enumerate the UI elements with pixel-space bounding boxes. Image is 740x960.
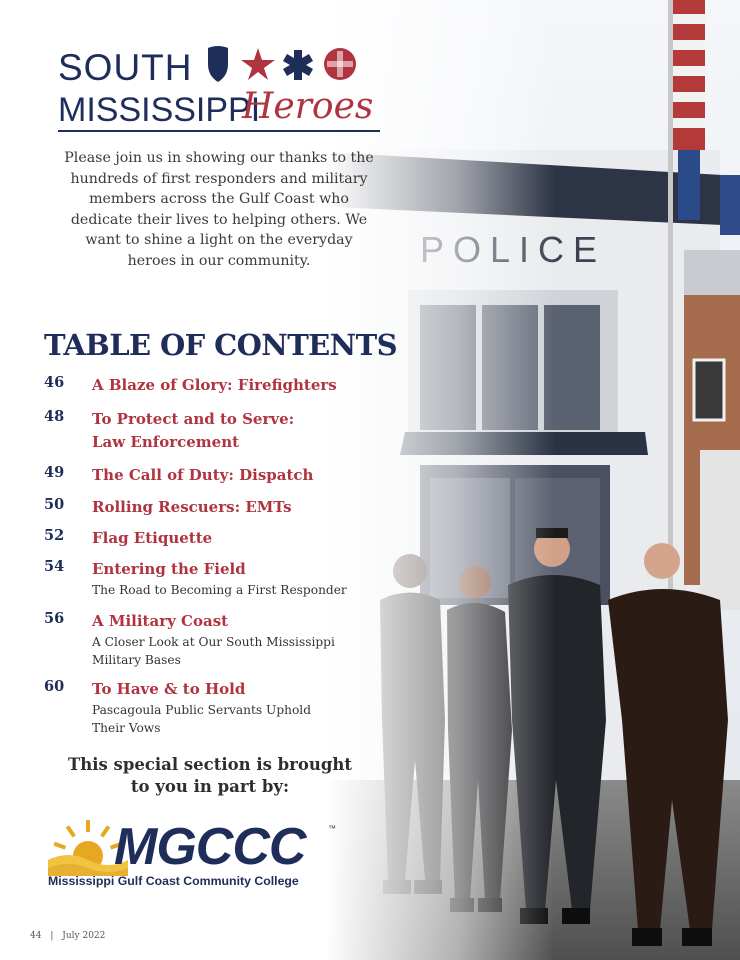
footer-separator: | (50, 931, 54, 941)
masthead-mississippi: MISSISSIPPI (58, 91, 261, 129)
toc-entry-title[interactable]: To Have & to Hold (92, 680, 246, 698)
toc-entry-title[interactable]: Rolling Rescuers: EMTs (92, 498, 292, 516)
toc-entry-title[interactable]: Flag Etiquette (92, 529, 213, 547)
intro-paragraph: Please join us in showing our thanks to the hundreds of first responders and military members across the Gulf Coast who dedicate their lives to helping others. We want to shine a light on the everyday heroes in our community. (64, 150, 374, 269)
logo-wordmark: MGCCC (114, 818, 306, 876)
toc-entry-title[interactable]: A Blaze of Glory: Firefighters (92, 376, 337, 394)
toc-page-number: 56 (44, 610, 65, 627)
toc-entry-subtitle: The Road to Becoming a First Responder (92, 583, 347, 597)
toc-entry-title[interactable]: A Military Coast (92, 612, 229, 630)
toc-page-number: 52 (44, 527, 65, 544)
logo-college-name: Mississippi Gulf Coast Community College (48, 874, 299, 888)
toc-entry-title[interactable]: To Protect and to Serve: Law Enforcement (92, 410, 295, 451)
toc-page-number: 50 (44, 496, 65, 513)
toc-entry-title[interactable]: Entering the Field (92, 560, 246, 578)
toc-page-number: 46 (44, 374, 65, 391)
masthead-south: SOUTH (58, 47, 193, 88)
masthead-logo (58, 40, 388, 135)
fire-cross-icon (324, 48, 356, 80)
footer-page-number: 44 (30, 931, 42, 941)
toc-title: TABLE OF CONTENTS (44, 328, 397, 362)
masthead-icons (200, 42, 380, 84)
logo-trademark: ™ (328, 824, 336, 833)
police-badge-icon (208, 46, 228, 82)
masthead-underline (58, 130, 380, 132)
mgccc-logo[interactable] (48, 816, 348, 896)
toc-page-number: 48 (44, 408, 65, 425)
masthead-heroes-script: Heroes (242, 86, 374, 127)
toc-entry-subtitle: Pascagoula Public Servants Uphold Their Vows (92, 703, 312, 735)
footer-date: July 2022 (62, 931, 106, 941)
toc-page-number: 60 (44, 678, 65, 695)
page-footer (30, 931, 111, 941)
toc-page-number: 54 (44, 558, 65, 575)
star-of-life-icon (283, 50, 313, 80)
toc-entry-subtitle: A Closer Look at Our South Mississippi Military Bases (92, 635, 335, 667)
sponsor-note: This special section is brought to you in part by: (67, 755, 353, 796)
toc-page-number: 49 (44, 464, 65, 481)
toc-entry-title[interactable]: The Call of Duty: Dispatch (92, 466, 314, 484)
star-icon (241, 48, 275, 80)
